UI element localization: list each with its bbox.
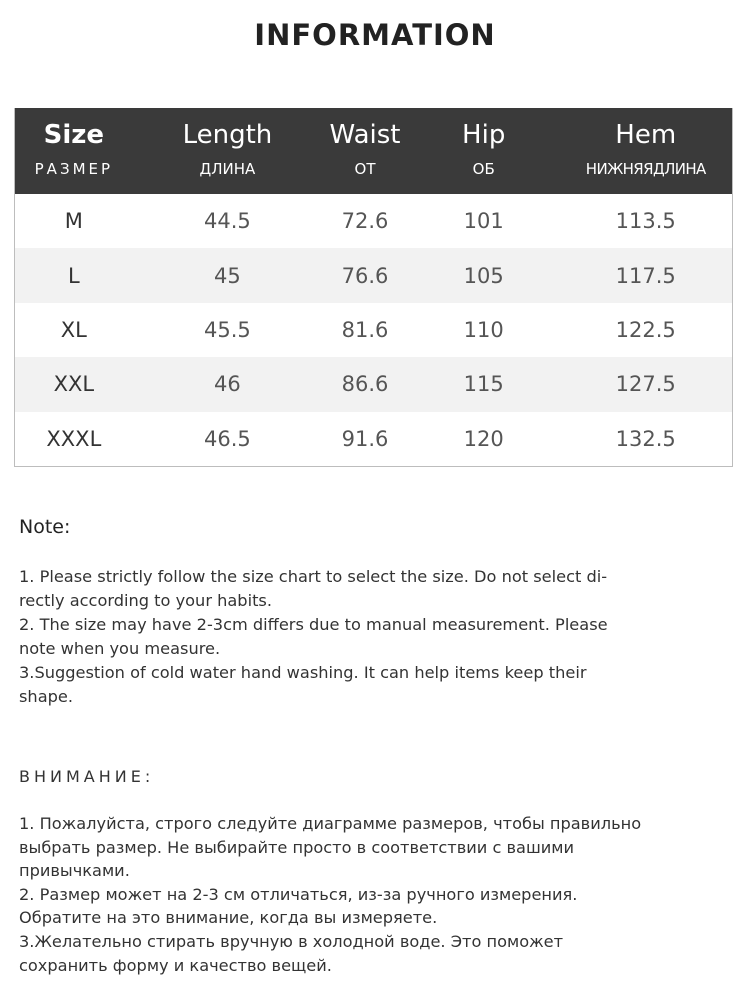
note-line: 1. Please strictly follow the size chart to select the size. Do not select di-	[19, 567, 608, 586]
cell-hip: 101	[463, 209, 504, 234]
note-line: note when you measure.	[19, 639, 221, 658]
cell-waist: 91.6	[341, 426, 389, 451]
cell-size: XXL	[53, 372, 95, 397]
cell-waist: 81.6	[341, 317, 389, 342]
ru-note-line: 3.Желательно стирать вручную в холодной воде. Это поможет	[19, 931, 564, 951]
header-label-ru: ОТ	[354, 160, 376, 178]
note-line: rectly according to your habits.	[19, 591, 272, 610]
size-chart-table	[14, 108, 733, 467]
english-notes	[19, 516, 719, 709]
header-label-en: Hem	[615, 120, 677, 150]
ru-note-line: 2. Размер может на 2-3 см отличаться, из-за ручного измерения.	[19, 884, 578, 904]
header-label-ru: ДЛИНА	[199, 160, 256, 178]
note-body	[19, 565, 719, 709]
ru-note-line: 1. Пожалуйста, строго следуйте диаграмме размеров, чтобы правильно	[19, 814, 642, 833]
cell-length: 45	[214, 263, 241, 288]
cell-hip: 115	[463, 372, 504, 397]
table-row	[15, 357, 732, 411]
header-label-en: Waist	[329, 120, 401, 150]
table-row	[15, 303, 732, 357]
header-label-ru: ОБ	[472, 160, 495, 178]
header-label-ru: РАЗМЕР	[34, 160, 114, 178]
table-row	[15, 412, 732, 466]
cell-length: 46	[214, 372, 241, 397]
ru-note-line: привычками.	[19, 861, 130, 881]
table-row	[15, 194, 732, 248]
header-waist	[322, 108, 408, 194]
ru-note-line: Обратите на это внимание, когда вы измеряете.	[19, 908, 438, 928]
cell-waist: 86.6	[341, 372, 389, 397]
table-row	[15, 248, 732, 302]
note-line: shape.	[19, 687, 73, 706]
cell-waist: 76.6	[341, 263, 389, 288]
ru-note-line: сохранить форму и качество вещей.	[19, 955, 332, 975]
header-hem	[559, 108, 732, 194]
page-title: INFORMATION	[254, 18, 496, 52]
cell-size: XXXL	[46, 426, 102, 451]
cell-hip: 105	[463, 263, 504, 288]
header-label-en: Hip	[462, 120, 506, 150]
cell-hem: 117.5	[615, 263, 676, 288]
cell-hip: 120	[463, 426, 504, 451]
header-label-en: Length	[182, 120, 273, 150]
ru-note-body	[19, 812, 729, 977]
note-line: 3.Suggestion of cold water hand washing. It can help items keep their	[19, 663, 587, 682]
cell-hem: 127.5	[615, 372, 676, 397]
cell-waist: 72.6	[341, 209, 389, 234]
cell-hip: 110	[463, 317, 504, 342]
cell-size: XL	[60, 317, 87, 342]
cell-length: 45.5	[204, 317, 251, 342]
header-hip	[408, 108, 560, 194]
header-length	[133, 108, 322, 194]
cell-size: L	[67, 263, 80, 288]
header-label-ru: НИЖНЯЯДЛИНА	[585, 160, 706, 178]
ru-note-line: выбрать размер. Не выбирайте просто в соответствии с вашими	[19, 837, 575, 857]
header-label-en: Size	[43, 120, 105, 150]
table-header	[15, 108, 732, 194]
cell-hem: 113.5	[615, 209, 676, 234]
header-size	[15, 108, 133, 194]
ru-note-heading: ВНИМАНИЕ:	[19, 767, 155, 786]
russian-notes	[19, 767, 729, 977]
note-heading: Note:	[19, 516, 71, 538]
cell-length: 46.5	[204, 426, 251, 451]
note-line: 2. The size may have 2-3cm differs due to manual measurement. Please	[19, 615, 608, 634]
cell-size: M	[64, 209, 83, 234]
cell-hem: 132.5	[615, 426, 676, 451]
cell-hem: 122.5	[615, 317, 676, 342]
cell-length: 44.5	[204, 209, 251, 234]
